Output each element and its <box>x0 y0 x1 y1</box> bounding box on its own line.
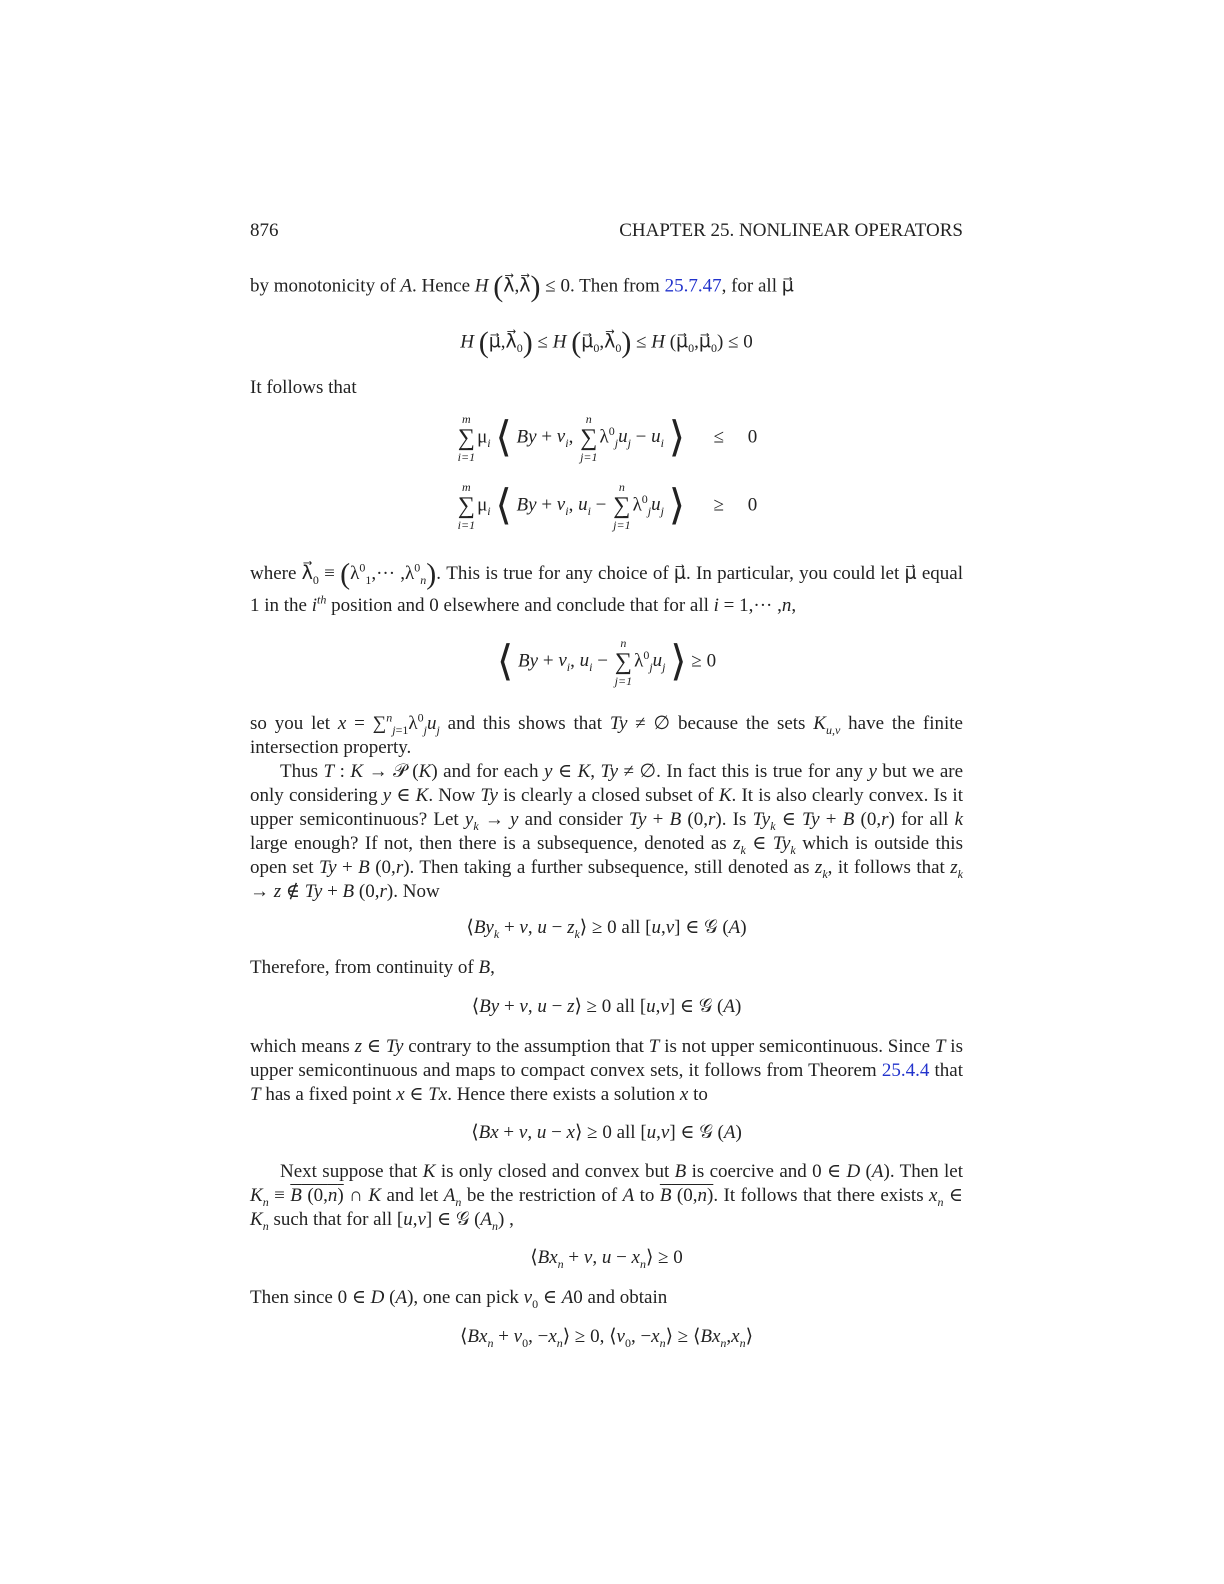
paragraph-next-suppose: Next suppose that K is only closed and convex but B is coercive and 0 ∈ D (A). Then let $K_n \equiv B$ (0,n) ∩ K and let $A_n$ be the restriction of A to B (0,n). It follows that there exists $x_n$ ∈ $K_n$ such that for all [u,v] ∈ 𝒢 $(A_n)$ , <box>250 1161 964 1233</box>
running-header <box>250 220 963 242</box>
equation-single-inequality: ⟨ $By + v_i$, $u_i$ − n ∑ j=1 $\lambda^0_ju_j$ ⟩ ≥ 0 <box>496 636 717 688</box>
paragraph-which-means: which means z ∈ Ty contrary to the assumption that T is not upper semicontinuous. Since T is upper semicontinuous and maps to compact convex sets, it follows from Theorem 25.4.4 that T has a fixed point x ∈ Tx. Hence there exists a solution x to <box>250 1036 964 1105</box>
equation-link[interactable]: 25.7.47 <box>664 275 722 297</box>
equation-sum-2: m ∑ i=1 $\mu_i$ ⟨ $By + v_i$, $u_i$ − n ∑ j=1 $\lambda^0_ju_j$ ⟩ ≥ 0 <box>457 480 758 532</box>
equation-by: ⟨By + v, u − z⟩ ≥ 0 all [u,v] ∈ 𝒢 (A) <box>471 996 742 1017</box>
theorem-link[interactable]: 25.4.4 <box>881 1060 930 1081</box>
paragraph-thus: Thus T : K → 𝒫 (K) and for each y ∈ K, Ty ≠ ∅. In fact this is true for any y but we are only considering y ∈ K. Now Ty is clearly a closed subset of K. It is also clearly convex. Is it upper semicontinuous? Let $y_k \to y$ and consider Ty + B (0,r). Is $Ty_k$ ∈ Ty + B (0,r) for all k large enough? If not, then there is a subsequence, denoted as $z_k$ ∈ $Ty_k$ which is outside this open set Ty + B (0,r). Then taking a further subsequence, still denoted as $z_k$, it follows that $z_k \to z$ ∉ Ty + B (0,r). Now <box>250 761 964 902</box>
equation-bxn: $⟨Bx_n + v$, $u - x_n⟩ \ge 0$ <box>530 1247 683 1271</box>
equation-byk: $⟨By_k + v$, $u - z_k⟩ \ge 0$ all [u,v] ∈ 𝒢 (A) <box>466 917 747 941</box>
chapter-title: CHAPTER 25. NONLINEAR OPERATORS <box>619 220 963 241</box>
paragraph-monotonicity: by monotonicity of A. Hence H (λ⃗,λ⃗) ≤ 0. Then from 25.7.47, for all μ⃗ <box>250 270 794 303</box>
paragraph-so-you-let: so you let $x = \sum^n_{j=1}\lambda^0_ju_j$ and this shows that Ty ≠ ∅ because the sets $K_{u,v}$ have the finite intersection property. <box>250 710 963 758</box>
equation-v0: $⟨Bx_n + v_0$, $-x_n⟩ \ge 0$, $⟨v_0$, $-x_n⟩$ ≥ $⟨Bx_n,x_n⟩$ <box>459 1326 754 1350</box>
equation-bx: ⟨Bx + v, u − x⟩ ≥ 0 all [u,v] ∈ 𝒢 (A) <box>471 1122 742 1143</box>
equation-h-inequality: H $(\mu⃗,\lambda⃗_0) \le H$ $(\mu⃗_0,\lambda⃗_0) \le H$ $(\mu⃗_0,\mu⃗_0) \le 0$ <box>460 326 753 359</box>
it-follows-text: It follows that <box>250 377 357 398</box>
paragraph-then-since: Then since 0 ∈ D (A), one can pick $v_0$ ∈ A0 and obtain <box>250 1287 668 1311</box>
paragraph-therefore: Therefore, from continuity of B, <box>250 957 495 978</box>
equation-sum-1: m ∑ i=1 $\mu_i$ ⟨ $By + v_i$, n ∑ j=1 $\lambda^0_ju_j - u_i$ ⟩ ≤ 0 <box>457 412 758 464</box>
paragraph-where: where $\lambda⃗_0 \equiv (\lambda^0_1,\cdot\cdot\cdot ,\lambda^0_n)$. This is true for any choice of μ⃗. In particular, you could let μ⃗ equal 1 in the $i^{th}$ position and 0 elsewhere and conclude that for all i = 1,··· ,n, <box>250 557 963 616</box>
page-number: 876 <box>250 220 279 241</box>
